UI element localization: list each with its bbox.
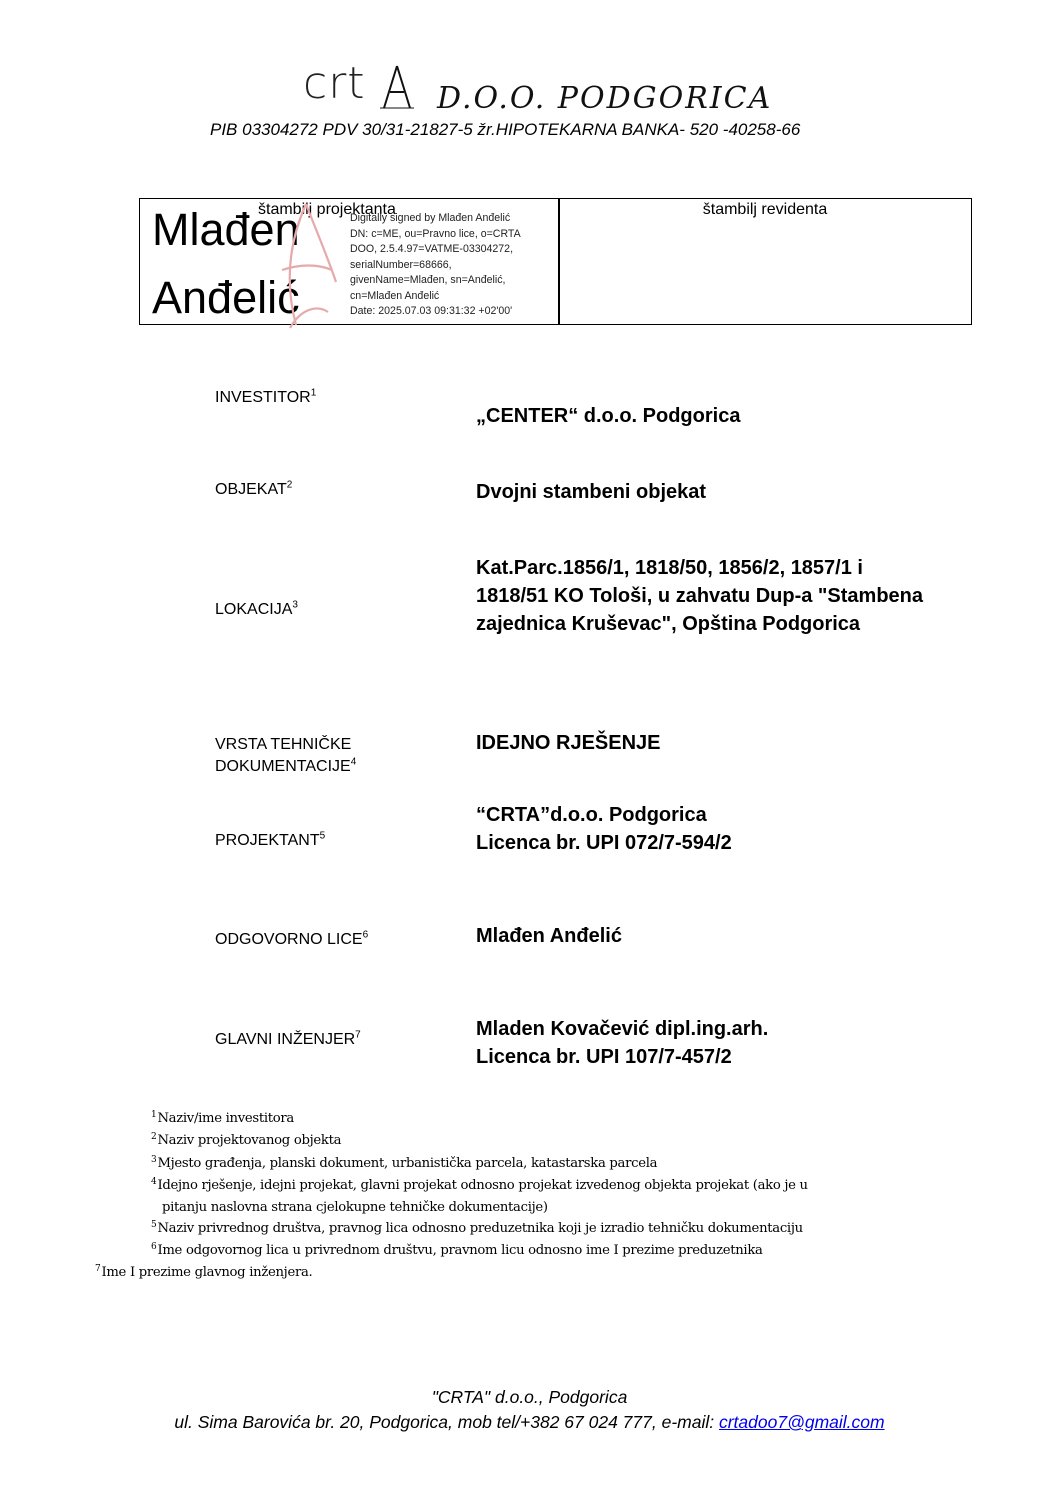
signature-detail-line: Digitally signed by Mlađen Anđelić	[350, 212, 511, 224]
footnote: $^1$Naziv/ime investitora	[151, 1109, 294, 1126]
email-link[interactable]: crtadoo7@gmail.com	[718, 1412, 885, 1432]
footnote: $^4$Idejno rješenje, idejni projekat, glavni projekat odnosno projekat izvedenog objekta projekat (ako je u	[151, 1176, 808, 1193]
signature-detail-line: Date: 2025.07.03 09:31:32 +02'00'	[350, 305, 513, 317]
footnote: $^2$Naziv projektovanog objekta	[151, 1131, 342, 1148]
signature-name-last: Anđelić	[152, 272, 300, 323]
footnote: pitanju naslovna strana cjelokupne tehničke dokumentacije)	[162, 1200, 548, 1215]
footnote-ref: 7	[355, 1029, 361, 1041]
company-name: D.O.O. PODGORICA	[437, 81, 773, 116]
chief-engineer-label: GLAVNI INŽENJER$^7$	[215, 1029, 361, 1048]
signature-detail-line: givenName=Mlađen, sn=Anđelić,	[350, 274, 506, 286]
footnote: $^6$Ime odgovornog lica u privrednom društvu, pravnom licu odnosno ime I prezime preduzetnika	[151, 1241, 763, 1258]
footnote-ref: 3	[292, 599, 298, 611]
location-line: zajednica Kruševac", Opština Podgorica	[476, 613, 861, 635]
object-value: Dvojni stambeni objekat	[476, 481, 707, 503]
location-label: LOKACIJA$^3$	[215, 599, 298, 618]
signature-detail-line: DN: c=ME, ou=Pravno lice, o=CRTA	[350, 227, 521, 240]
doc-type-value: IDEJNO RJEŠENJE	[476, 732, 661, 754]
investor-label: INVESTITOR$^1$	[215, 387, 317, 406]
company-logo-text: crt	[303, 58, 366, 109]
footnote-ref: 4	[350, 756, 357, 768]
chief-engineer-value	[476, 1015, 768, 1071]
location-line: Kat.Parc.1856/1, 1818/50, 1856/2, 1857/1 i	[476, 557, 863, 579]
designer-stamp-label: štambilj projektanta	[258, 201, 396, 218]
designer-label: PROJEKTANT$^5$	[215, 830, 326, 849]
signature-details	[350, 211, 521, 320]
responsible-value: Mlađen Anđelić	[476, 925, 622, 947]
footnote: $^3$Mjesto građenja, planski dokument, urbanistička parcela, katastarska parcela	[151, 1154, 658, 1171]
compass-logo-icon	[380, 64, 414, 110]
signature-detail-line: serialNumber=68666,	[350, 258, 452, 271]
footnote-ref: 1	[310, 387, 317, 399]
digital-signature-mark-icon	[270, 200, 340, 335]
signature-detail-line: cn=Mlađen Anđelić	[350, 289, 440, 302]
chief-engineer-name: Mladen Kovačević dipl.ing.arh.	[476, 1018, 769, 1040]
footnote-ref: 6	[362, 929, 369, 941]
reviewer-stamp-label: štambilj revidenta	[702, 201, 828, 218]
footer-company: "CRTA" d.o.o., Podgorica	[431, 1387, 628, 1407]
chief-engineer-license: Licenca br. UPI 107/7-457/2	[476, 1046, 732, 1068]
designer-value	[476, 801, 732, 857]
designer-company: “CRTA”d.o.o. Podgorica	[476, 804, 707, 826]
responsible-label: ODGOVORNO LICE$^6$	[215, 929, 369, 948]
footnote-ref: 5	[319, 830, 326, 842]
investor-value: „CENTER“ d.o.o. Podgorica	[476, 405, 741, 427]
location-value	[476, 554, 923, 638]
signature-detail-line: DOO, 2.5.4.97=VATME-03304272,	[350, 243, 514, 255]
footnote: $^7$Ime I prezime glavnog inženjera.	[95, 1263, 313, 1280]
footer-contact: ul. Sima Barovića br. 20, Podgorica, mob tel/+382 67 024 777, e-mail: crtadoo7@gmail.com	[174, 1412, 885, 1432]
doc-type-label: VRSTA TEHNIČKE DOKUMENTACIJE$^4$	[215, 736, 357, 775]
footnote: $^5$Naziv privrednog društva, pravnog lica odnosno preduzetnika koji je izradio tehničku dokumentaciju	[151, 1219, 803, 1236]
designer-license: Licenca br. UPI 072/7-594/2	[476, 832, 732, 854]
signature-name-first: Mlađen	[152, 204, 300, 255]
object-label: OBJEKAT$^2$	[215, 479, 293, 498]
location-line: 1818/51 KO Tološi, u zahvatu Dup-a "Stambena	[476, 585, 924, 607]
registration-line: PIB 03304272 PDV 30/31-21827-5 žr.HIPOTEKARNA BANKA- 520 -40258-66	[210, 120, 801, 139]
footnote-ref: 2	[286, 479, 293, 491]
